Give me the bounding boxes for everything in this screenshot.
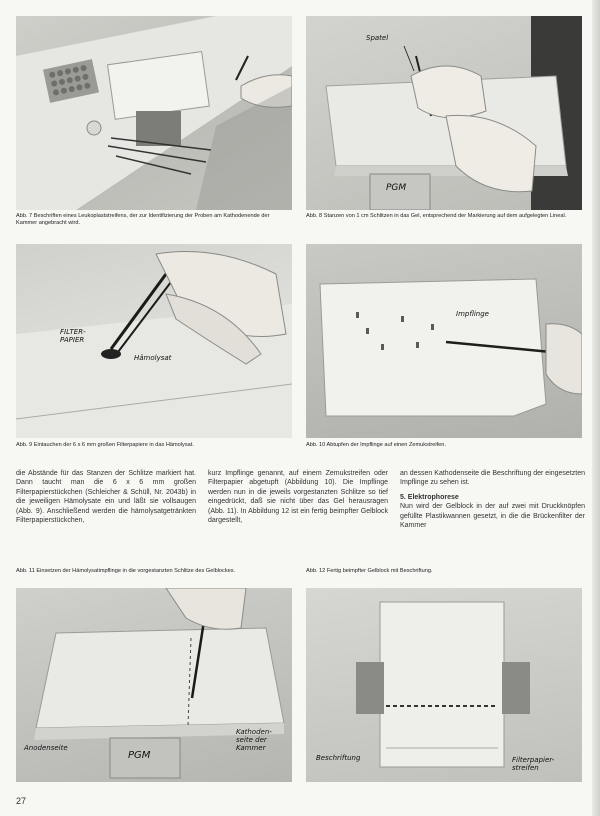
photo-fig12-gel-block [306, 588, 582, 782]
label-spatel: Spatel [366, 34, 389, 42]
label-anodenseite: Anodenseite [24, 744, 68, 752]
label-haemolysat: Hämolysat [134, 354, 172, 362]
caption-fig10: Abb. 10 Abtupfen der Impflinge auf einen Zemukstreifen. [306, 442, 446, 448]
page-number: 27 [16, 796, 27, 806]
label-impflinge: Impflinge [456, 310, 489, 318]
fig8-illustration [306, 16, 582, 210]
fig12-illustration [306, 588, 582, 782]
body-column-3 [400, 469, 585, 530]
photo-fig9-immersion [16, 244, 292, 438]
caption-fig9: Abb. 9 Eintauchen der 6 x 6 mm großen Filterpapiere in das Hämolysat. [16, 442, 194, 448]
fig7-illustration [16, 16, 292, 210]
caption-fig11: Abb. 11 Einsetzen der Hämolysatimpflinge in die vorgestanzten Schlitze des Gelblockes. [16, 568, 236, 574]
label-beschriftung: Beschriftung [316, 754, 361, 762]
fig11-illustration [16, 588, 292, 782]
body-column-2: kurz Impflinge genannt, auf einem Zemukstreifen oder Filterpapier abgetupft (Abbildung 10). Die Impflinge werden nun in die jeweils vorgestanzten Schlitze so tief eingedrückt, daß sie nicht über das Gel herausragen (Abb. 11). In Abbildung 12 ist ein fertig beimpfter Gelblock dargestellt, [208, 470, 388, 525]
photo-fig7-labeling [16, 16, 292, 210]
label-kathodenseite: Kathoden- seite der Kammer [236, 728, 272, 752]
body-column-3-text: an dessen Kathodenseite die Beschriftung der eingesetzten Impflinge zu sehen ist. [400, 470, 585, 487]
label-filterpapierstreifen: Filterpapier- streifen [512, 756, 555, 772]
section-heading-elektrophorese: 5. Elektrophorese [400, 493, 459, 501]
photo-fig11-inserting [16, 588, 292, 782]
fig9-illustration [16, 244, 292, 438]
label-fig11-block: PGM [128, 750, 151, 761]
caption-fig7: Abb. 7 Beschriften eines Leukoplaststreifens, der zur Identifizierung der Proben am Kathodenende der Kammer angebracht wird. [16, 213, 270, 226]
label-filterpapier: FILTER- PAPIER [60, 328, 86, 344]
photo-fig10-blotting [306, 244, 582, 438]
label-fig8-block: PGM [386, 183, 407, 193]
body-column-3-text-after: Nun wird der Gelblock in der auf zwei mit Druckknöpfen gefüllte Plastikwannen gesetzt, in die die Brückenfilter der Kammer [400, 503, 585, 530]
page-edge [592, 0, 600, 816]
fig10-illustration [306, 244, 582, 438]
body-column-1: die Abstände für das Stanzen der Schlitze markiert hat. Dann taucht man die 6 x 6 mm großen Filterpapierstückchen (Schleicher & Schüll, Nr. 2043b) in die jeweiligen Hämolysate ein und läßt sie vollsaugen (Abb. 9). Anschließend werden die hämolysatgetränkten Filterpapierstückchen, [16, 470, 196, 525]
caption-fig8: Abb. 8 Stanzen von 1 cm Schlitzen in das Gel, entsprechend der Markierung auf dem aufgelegten Lineal. [306, 213, 567, 219]
photo-fig8-punching [306, 16, 582, 210]
caption-fig12: Abb. 12 Fertig beimpfter Gelblock mit Beschriftung. [306, 568, 433, 574]
